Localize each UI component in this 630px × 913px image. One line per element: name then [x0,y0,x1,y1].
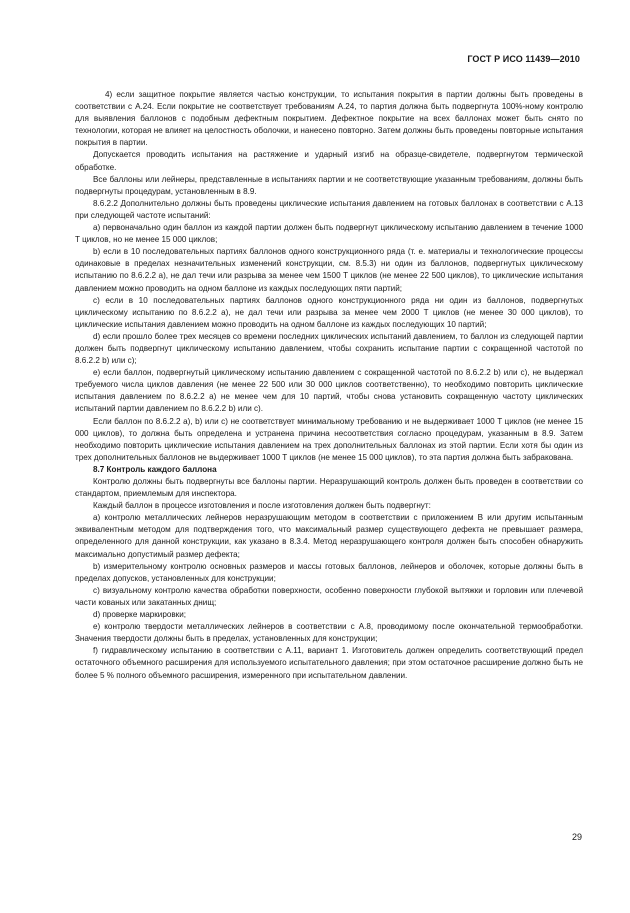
document-body [75,89,583,682]
list-item-a-ndt: а) контролю металлических лейнеров неразрушающим методом в соответствии с приложением В или другим испытанным эквивалентным методом для подтверждения того, что максимальный размер существующего дефекта не превышает размера, определенного для данной конструкции, как указано в 8.3.4. Метод неразрушающего контроля должен быть способен обнаружить максимально допустимый размер дефекта; [75,513,583,559]
paragraph-inspection-all: Контролю должны быть подвергнуты все баллоны партии. Неразрушающий контроль должен быть проведен в соответствии со стандартом, приемлемым для инспектора. [75,477,583,499]
list-item-c-visual: с) визуальному контролю качества обработки поверхности, особенно поверхности глубокой вытяжки и горловин или плечевой части кованых или закатанных днищ; [75,585,583,607]
list-item-d-marking: d) проверке маркировки; [93,610,187,620]
paragraph-nonconformance: Если баллон по 8.6.2.2 а), b) или с) не соответствует минимальному требованию и не выдерживает 1000 T циклов (не менее 15 000 циклов), то должна быть определена и устранена причина несоответствия согласно процедурам, указанным в 8.9. Затем необходимо повторить циклические испытания давлением на трех дополнительных баллонах из этой партии. Если хотя бы один из трех дополнительных баллонов не выдерживает 1000 T циклов (не менее 15 000 циклов), то эта партия должна быть забракована. [75,416,583,462]
list-item-d-cycling: d) если прошло более трех месяцев со времени последних циклических испытаний давлением, то баллон из следующей партии должен быть подвергнут циклическому испытанию давлением, чтобы сохранить испытание партии с сокращенной частотой по 8.6.2.2 b) или с); [75,331,583,366]
paragraph-8-6-2-2: 8.6.2.2 Дополнительно должны быть проведены циклические испытания давлением на готовых баллонах в соответствии с А.13 при следующей частоте испытаний: [75,198,583,220]
list-item-c-cycling: с) если в 10 последовательных партиях баллонов одного конструкционного ряда ни один из баллонов, подвергнутых циклическому испытанию по 8.6.2.2 а), не дал течи или разрыва за менее чем 2000 T циклов (не менее 30 000 циклов), то циклические испытания давлением можно проводить на одном баллоне из каждых последующих 10 партий; [75,295,583,329]
standard-header: ГОСТ Р ИСО 11439—2010 [467,54,580,64]
list-item-b-cycling: b) если в 10 последовательных партиях баллонов одного конструкционного ряда (т. е. материалы и технологические процессы одинаковые в пределах незначительных изменений конструкции, см. 8.5.3) ни один из баллонов, подвергнутых циклическому испытанию по 8.6.2.2 а), не дал течи или разрыва за менее чем 1500 T циклов (не менее 22 500 циклов), то циклические испытания давлением можно проводить на одном баллоне из каждых последующих пяти партий; [75,247,583,293]
section-heading-8-7: 8.7 Контроль каждого баллона [93,464,217,474]
paragraph-coating-test: 4) если защитное покрытие является частью конструкции, то испытания покрытия в партии должны быть проведены в соответствии с А.24. Если покрытие не соответствует требованиям А.24, то партия должна быть подвергнута 100%-ному контролю для выявления баллонов с подобным дефектным покрытием. Дефектное покрытие на всех баллонах может быть снято по технологии, которая не влияет на целостность оболочки, и нанесено повторно. Затем должны быть проведены повторные испытания покрытия в партии. [75,90,583,148]
list-item-e-cycling: е) если баллон, подвергнутый циклическому испытанию давлением с сокращенной частотой по 8.6.2.2 b) или с), не выдержал требуемого числа циклов давления (не менее 22 500 или 30 000 циклов соответственно), то необходимо повторить циклические испытания давлением по 8.6.2.2 а) не менее чем для 10 партий, чтобы снова установить сокращенную частоту циклических испытаний партии давлением по 8.6.2.2 b) или с). [75,368,583,414]
list-item-b-dimensions: b) измерительному контролю основных размеров и массы готовых баллонов, лейнеров и оболочек, которые должны быть в пределах допусков, установленных для конструкции; [75,561,583,583]
list-item-f-hydraulic: f) гидравлическому испытанию в соответствии с А.11, вариант 1. Изготовитель должен определить соответствующий предел остаточного объемного расширения для используемого испытательного давления; при этом остаточное расширение должно быть не более 5 % полного объемного расширения, измеренного при испытательном давлении. [75,646,583,680]
paragraph-tensile-test: Допускается проводить испытания на растяжение и ударный изгиб на образце-свидетеле, подвергнутом термической обработке. [75,150,583,172]
paragraph-failed-cylinders: Все баллоны или лейнеры, представленные в испытаниях партии и не соответствующие указанным требованиям, должны быть подвергнуты процедурам, установленным в 8.9. [75,174,583,196]
list-item-a-cycling: а) первоначально один баллон из каждой партии должен быть подвергнут циклическому испытанию давлением в течение 1000 T циклов, но не менее 15 000 циклов; [75,223,583,245]
list-item-e-hardness: е) контролю твердости металлических лейнеров в соответствии с А.8, проводимому после окончательной термообработки. Значения твердости должны быть в пределах, установленных для конструкции; [75,622,583,644]
page-number: 29 [571,832,582,842]
paragraph-each-cylinder: Каждый баллон в процессе изготовления и после изготовления должен быть подвергнут: [93,501,431,511]
